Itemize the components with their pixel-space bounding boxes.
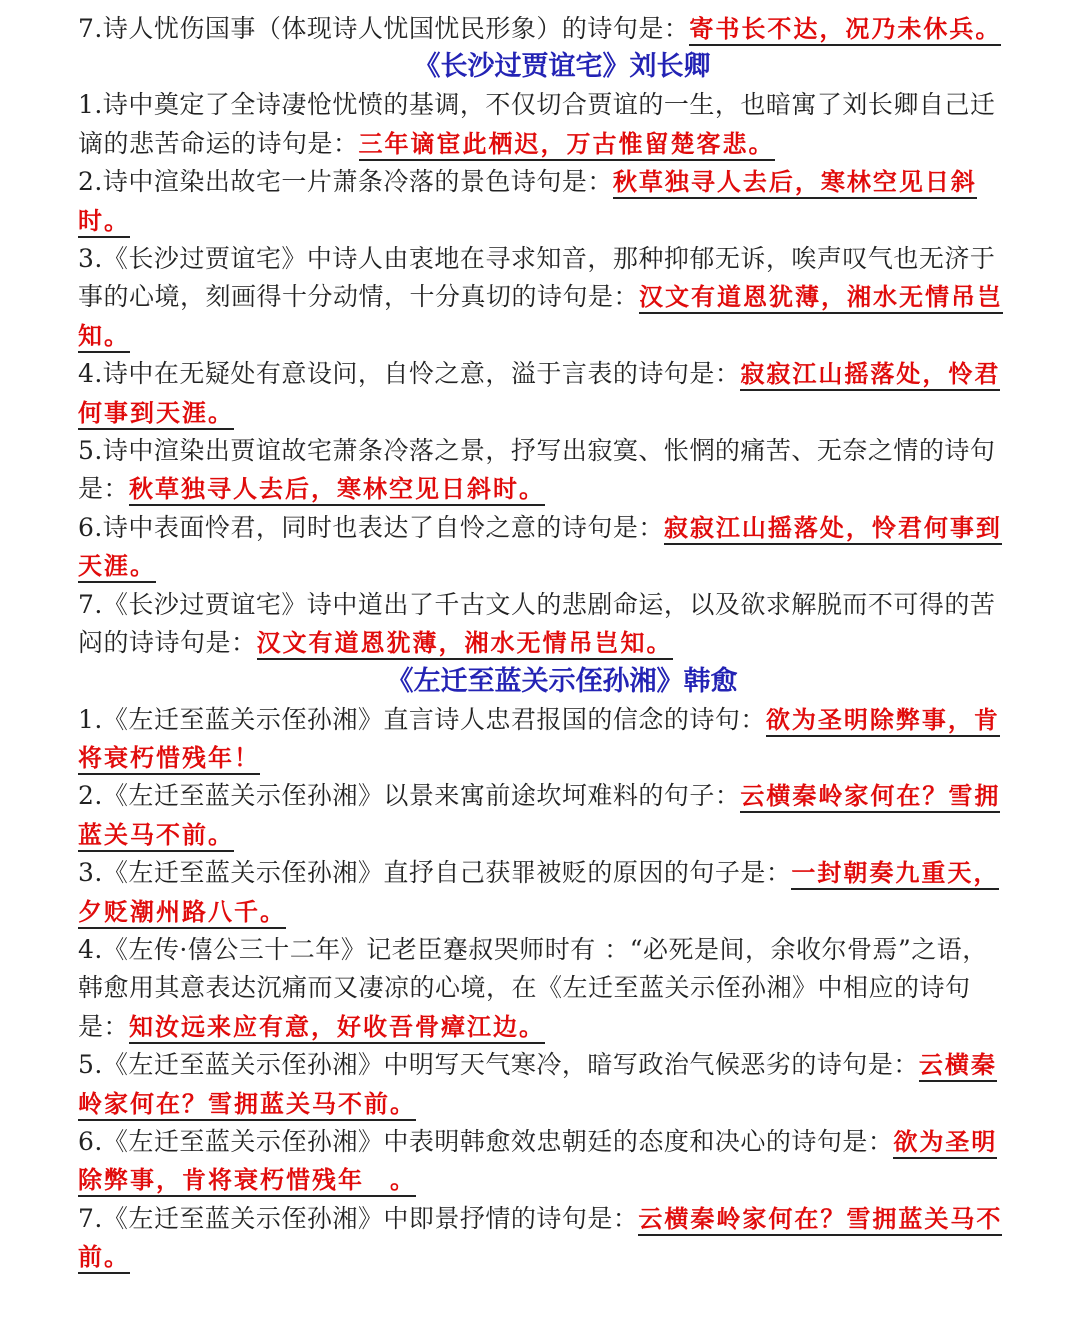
section-heading: 《左迁至蓝关示侄孙湘》韩愈 <box>386 665 738 697</box>
question-text: 7.《左迁至蓝关示侄孙湘》中即景抒情的诗句是： <box>78 1203 639 1233</box>
question-entry <box>78 163 1006 240</box>
question-text: 4.《左传·僖公三十二年》记老臣蹇叔哭师时有 ：“必死是间，余收尔骨焉”之语，韩愈用其意表达沉痛而又凄凉的心境，在《左迁至蓝关示侄孙湘》中相应的诗句是： <box>78 934 988 1041</box>
answer-text: 云横秦岭家何在？雪拥蓝关马不前。 <box>78 1051 997 1120</box>
question-text: 5.诗中渲染出贾谊故宅萧条冷落之景，抒写出寂寞、怅惘的痛苦、无奈之情的诗句是： <box>78 436 996 504</box>
answer-text: 秋草独寻人去后，寒林空见日斜时。 <box>78 168 977 237</box>
question-text: 7.诗人忧伤国事（体现诗人忧国忧民形象）的诗句是： <box>78 14 690 43</box>
question-entry <box>78 1200 1006 1277</box>
answer-text: 知汝远来应有意，好收吾骨瘴江边。 <box>129 1013 545 1044</box>
answer-text: 汉文有道恩犹薄，湘水无情吊岂知。 <box>257 629 673 660</box>
question-entry <box>78 931 1006 1046</box>
question-entry <box>78 10 1006 48</box>
question-entry <box>78 240 1006 355</box>
answer-text: 一封朝奏九重天，夕贬潮州路八千。 <box>78 859 999 928</box>
answer-text: 寂寂江山摇落处，怜君何事到天涯。 <box>78 514 1002 583</box>
answer-text: 秋草独寻人去后，寒林空见日斜时。 <box>129 475 545 506</box>
answer-text: 寂寂江山摇落处，怜君何事到天涯。 <box>78 360 1000 429</box>
question-text: 1.《左迁至蓝关示侄孙湘》直言诗人忠君报国的信念的诗句： <box>78 704 766 734</box>
question-text: 1.诗中奠定了全诗凄怆忧愤的基调，不仅切合贾谊的一生，也暗寓了刘长卿自己迁谪的悲苦命运的诗句是： <box>78 90 996 158</box>
question-entry <box>78 432 1006 509</box>
answer-text: 三年谪宦此栖迟，万古惟留楚客悲。 <box>359 130 775 161</box>
question-text: 5.《左迁至蓝关示侄孙湘》中明写天气寒冷，暗写政治气候恶劣的诗句是： <box>78 1050 919 1080</box>
question-text: 3.《左迁至蓝关示侄孙湘》直抒自己获罪被贬的原因的句子是： <box>78 858 792 888</box>
answer-text: 云横秦岭家何在？雪拥蓝关马不前。 <box>78 782 1000 851</box>
question-entry <box>78 586 1006 663</box>
question-entry <box>78 509 1006 586</box>
section-heading: 《长沙过贾谊宅》刘长卿 <box>413 51 711 83</box>
question-text: 6.诗中表面怜君，同时也表达了自怜之意的诗句是： <box>78 512 664 542</box>
question-text: 3.《长沙过贾谊宅》中诗人由衷地在寻求知音，那种抑郁无诉，唉声叹气也无济于事的心境，刻画得十分动情，十分真切的诗句是： <box>78 244 996 312</box>
answer-text: 寄书长不达，况乃未休兵。 <box>689 15 1001 46</box>
answer-text: 欲为圣明除弊事，肯将衰朽惜残年！ <box>78 706 1000 775</box>
question-entry <box>78 701 1006 778</box>
question-text: 6.《左迁至蓝关示侄孙湘》中表明韩愈效忠朝廷的态度和决心的诗句是： <box>78 1126 894 1156</box>
document-page <box>78 10 1006 1277</box>
question-entry <box>78 355 1006 432</box>
question-entry <box>78 854 1006 931</box>
answer-text: 欲为圣明除弊事，肯将衰朽惜残年 。 <box>78 1128 997 1197</box>
question-entry <box>78 1123 1006 1200</box>
question-text: 2.诗中渲染出故宅一片萧条冷落的景色诗句是： <box>78 167 613 197</box>
question-entry <box>78 1046 1006 1123</box>
answer-text: 汉文有道恩犹薄，湘水无情吊岂知。 <box>78 283 1003 352</box>
question-text: 4.诗中在无疑处有意设问，自怜之意，溢于言表的诗句是： <box>78 359 741 389</box>
answer-text: 云横秦岭家何在？雪拥蓝关马不前。 <box>78 1205 1002 1274</box>
question-text: 7.《长沙过贾谊宅》诗中道出了千古文人的悲剧命运，以及欲求解脱而不可得的苦闷的诗诗句是： <box>78 589 996 658</box>
question-entry <box>78 777 1006 854</box>
question-text: 2.《左迁至蓝关示侄孙湘》以景来寓前途坎坷难料的句子： <box>78 781 741 811</box>
question-entry <box>78 86 1006 163</box>
